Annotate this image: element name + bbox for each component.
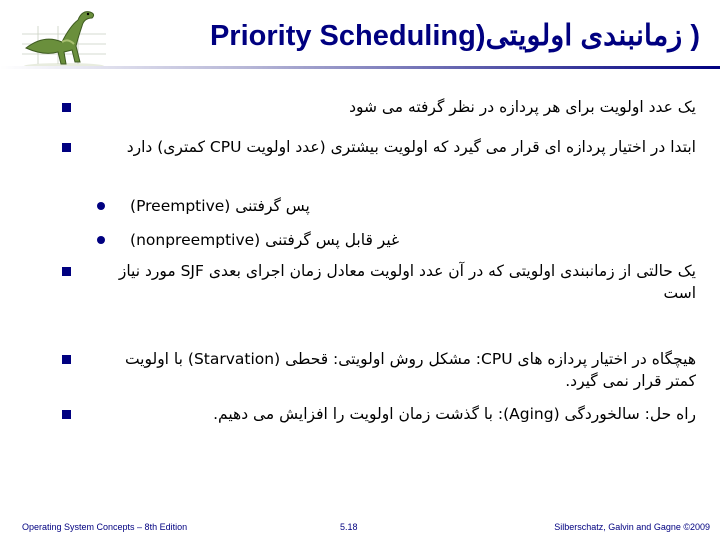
square-bullet-icon	[62, 267, 71, 276]
bullet-item: راه حل: سالخوردگی (Aging): با گذشت زمان اولویت را افزایش می دهیم.	[213, 405, 696, 423]
slide-footer	[0, 520, 720, 538]
bullet-item: یک عدد اولویت برای هر پردازه در نظر گرفته می شود	[349, 98, 696, 116]
square-bullet-icon	[62, 143, 71, 152]
round-bullet-icon	[97, 236, 105, 244]
slide-title: ( زمانبندی اولویتی(Priority Scheduling	[209, 20, 700, 52]
round-bullet-icon	[97, 202, 105, 210]
square-bullet-icon	[62, 103, 71, 112]
footer-page-number: 5.18	[340, 522, 358, 532]
bullet-item: یک حالتی از زمانبندی اولویتی که در آن عدد اولویت معادل زمان اجرای بعدی SJF مورد نیاز است	[118, 262, 696, 302]
bullet-item: هیچگاه در اختیار پردازه های CPU: مشکل روش اولویتی: قحطی (Starvation) با اولویت کمتر قرار نمی گیرد.	[124, 350, 696, 390]
bullet-item: ابتدا در اختیار پردازه ای قرار می گیرد که اولویت بیشتری (عدد اولویت CPU کمتری) دارد	[126, 138, 696, 156]
footer-copyright: Silberschatz, Galvin and Gagne ©2009	[554, 522, 710, 532]
sub-bullet-item: غیر قابل پس گرفتنی (nonpreemptive)	[130, 231, 400, 249]
footer-book-title: Operating System Concepts – 8th Edition	[22, 522, 188, 532]
square-bullet-icon	[62, 355, 71, 364]
sub-bullet-item: پس گرفتنی (Preemptive)	[130, 197, 310, 215]
square-bullet-icon	[62, 410, 71, 419]
